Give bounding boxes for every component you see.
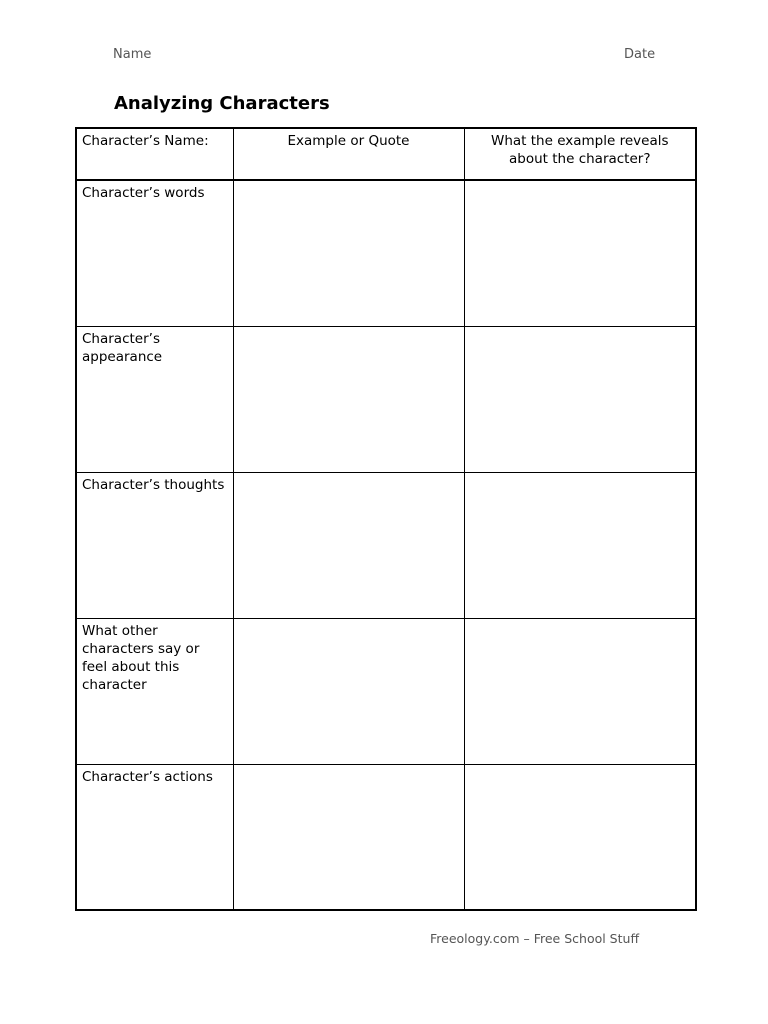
column-header-what-example-reveals: What the example reveals about the character? <box>464 128 696 180</box>
column-header-character-name: Character’s Name: <box>76 128 233 180</box>
name-label: Name <box>113 47 152 62</box>
reveals-cell[interactable] <box>464 472 696 618</box>
table-row <box>76 764 696 910</box>
reveals-cell[interactable] <box>464 764 696 910</box>
page-title: Analyzing Characters <box>114 93 330 114</box>
example-cell[interactable] <box>233 618 464 764</box>
table-header-row <box>76 128 696 180</box>
reveals-cell[interactable] <box>464 180 696 326</box>
row-label-actions: Character’s actions <box>76 764 233 910</box>
reveals-cell[interactable] <box>464 618 696 764</box>
row-label-others-say: What other characters say or feel about this character <box>76 618 233 764</box>
table-row <box>76 618 696 764</box>
example-cell[interactable] <box>233 472 464 618</box>
example-cell[interactable] <box>233 326 464 472</box>
table-row <box>76 472 696 618</box>
example-cell[interactable] <box>233 764 464 910</box>
row-label-thoughts: Character’s thoughts <box>76 472 233 618</box>
row-label-appearance: Character’s appearance <box>76 326 233 472</box>
date-label: Date <box>624 47 656 62</box>
character-analysis-table <box>75 127 697 911</box>
reveals-cell[interactable] <box>464 326 696 472</box>
footer-credit: Freeology.com – Free School Stuff <box>430 931 640 946</box>
row-label-words: Character’s words <box>76 180 233 326</box>
table-row <box>76 326 696 472</box>
example-cell[interactable] <box>233 180 464 326</box>
table-row <box>76 180 696 326</box>
column-header-example-or-quote: Example or Quote <box>233 128 464 180</box>
